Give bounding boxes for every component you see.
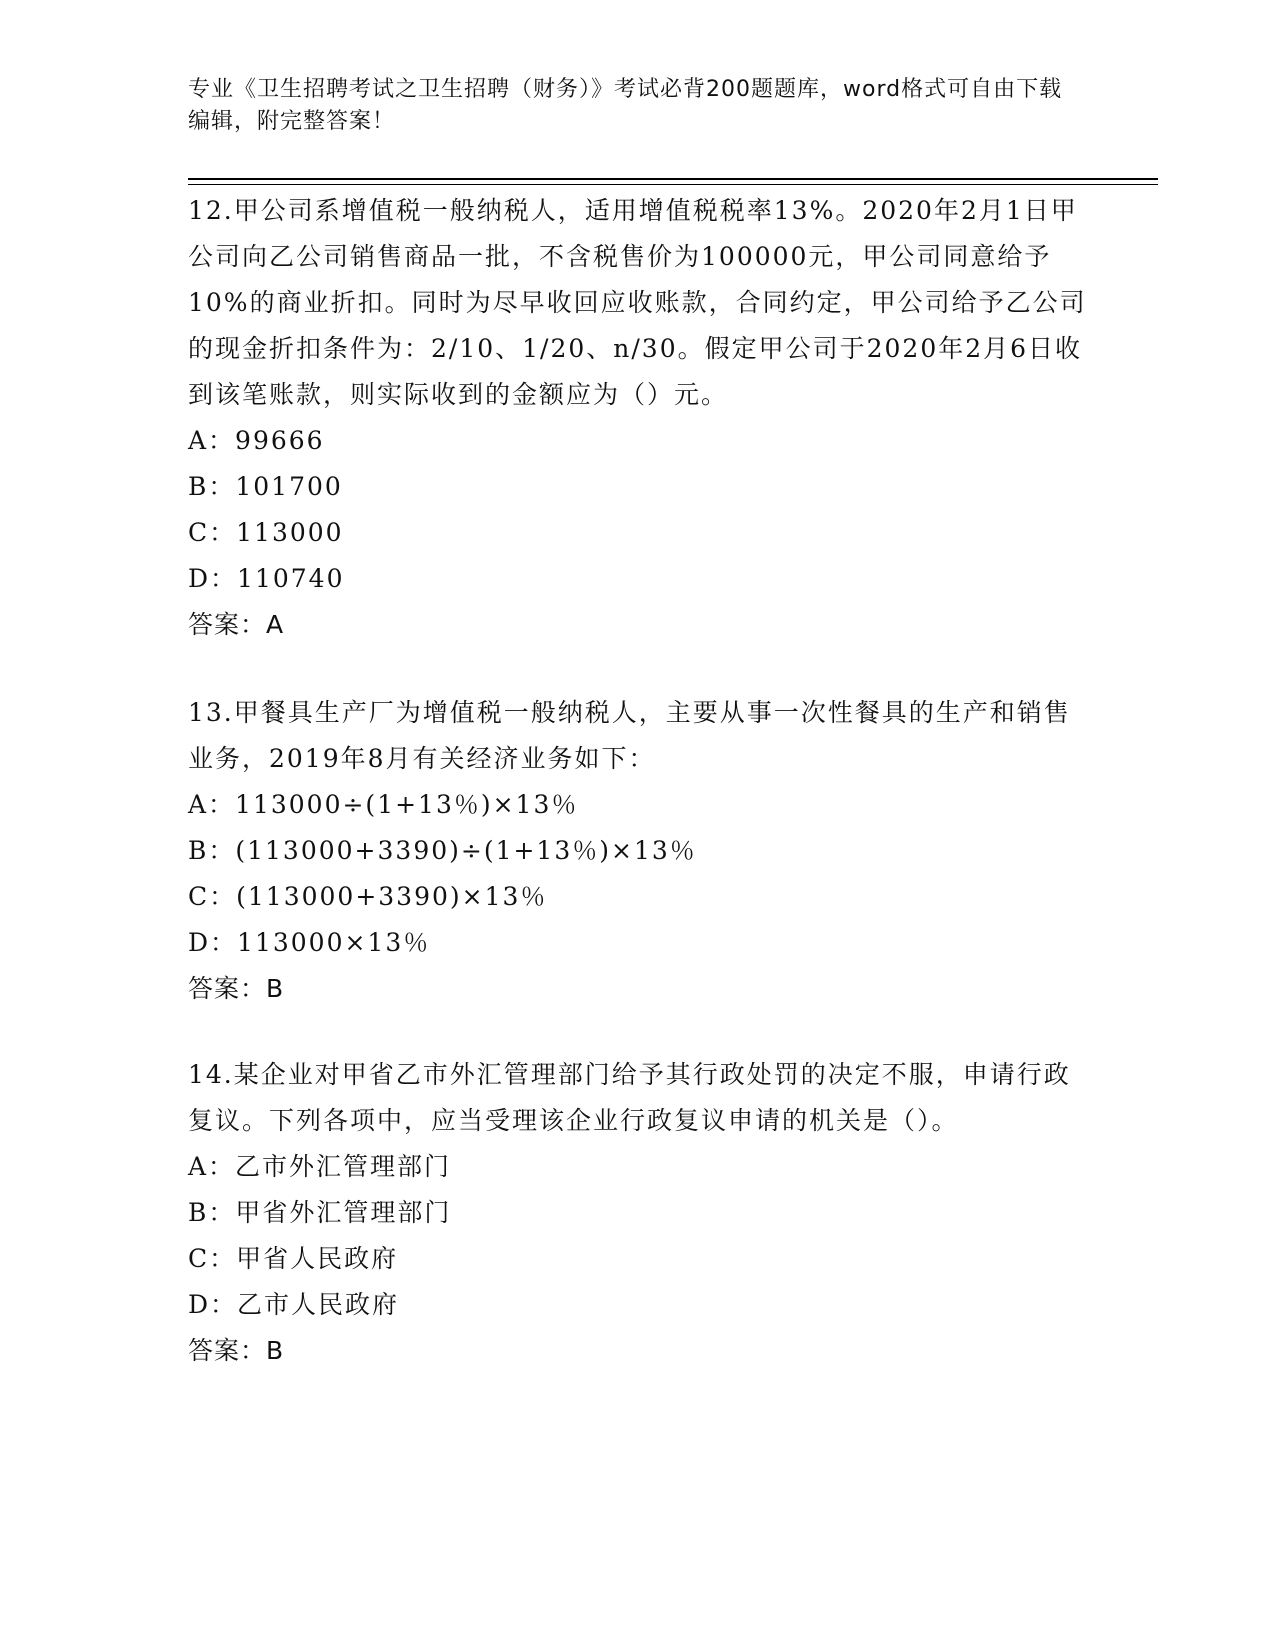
- header-divider-thin: [188, 184, 1158, 185]
- answer-line: 答案：B: [188, 974, 285, 1003]
- question-text: 13.甲餐具生产厂为增值税一般纳税人，主要从事一次性餐具的生产和销售业务，2019年8月有关经济业务如下：: [188, 698, 1071, 773]
- question-12: [188, 188, 1088, 648]
- option-b: B：(113000+3390)÷(1+13％)×13％: [188, 836, 697, 865]
- question-14: [188, 1052, 1088, 1374]
- option-c: C：113000: [188, 518, 344, 547]
- option-a: A：113000÷(1+13％)×13％: [188, 790, 579, 819]
- option-d: D：110740: [188, 564, 345, 593]
- option-b: B：101700: [188, 472, 343, 501]
- option-d: D：乙市人民政府: [188, 1290, 400, 1319]
- question-text: 14.某企业对甲省乙市外汇管理部门给予其行政处罚的决定不服，申请行政复议。下列各项中，应当受理该企业行政复议申请的机关是（）。: [188, 1060, 1071, 1135]
- option-c: C：甲省人民政府: [188, 1244, 399, 1273]
- header-divider-thick: [188, 178, 1158, 180]
- question-text: 12.甲公司系增值税一般纳税人，适用增值税税率13%。2020年2月1日甲公司向乙公司销售商品一批，不含税售价为100000元，甲公司同意给予10%的商业折扣。同时为尽早收回应收账款，合同约定，甲公司给予乙公司的现金折扣条件为：2/10、1/20、n/30。假定甲公司于2020年2月6日收到该笔账款，则实际收到的金额应为（）元。: [188, 196, 1087, 409]
- option-d: D：113000×13％: [188, 928, 431, 957]
- answer-line: 答案：A: [188, 610, 285, 639]
- option-b: B：甲省外汇管理部门: [188, 1198, 452, 1227]
- document-header: 专业《卫生招聘考试之卫生招聘（财务）》考试必背200题题库，word格式可自由下载编辑，附完整答案！: [188, 77, 1063, 134]
- option-c: C：(113000+3390)×13％: [188, 882, 548, 911]
- option-a: A：乙市外汇管理部门: [188, 1152, 452, 1181]
- question-13: [188, 690, 1088, 1012]
- option-a: A：99666: [188, 426, 325, 455]
- answer-line: 答案：B: [188, 1336, 285, 1365]
